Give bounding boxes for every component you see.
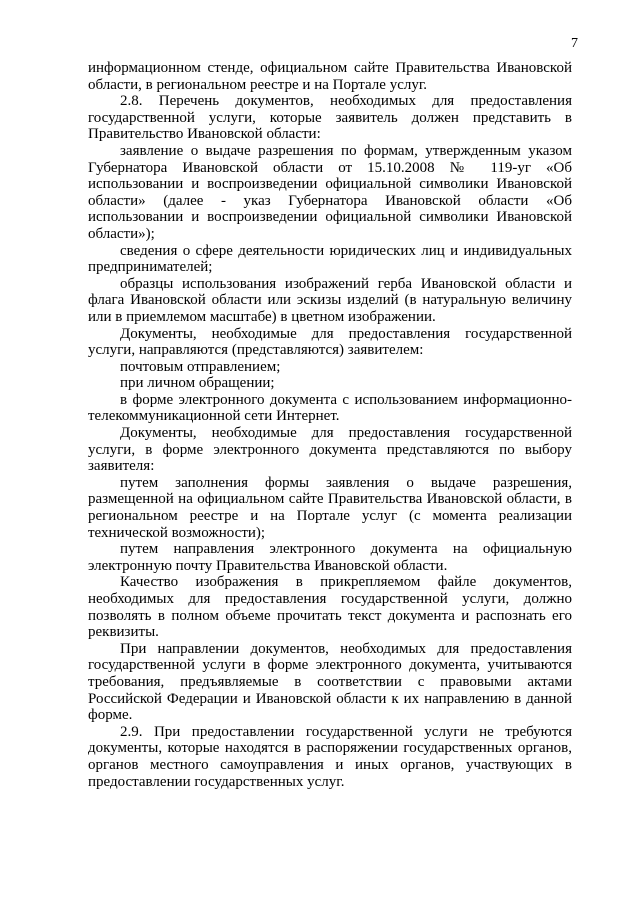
paragraph: Документы, необходимые для предоставления государственной услуги, направляются (представляются) заявителем: — [88, 325, 572, 359]
list-item: сведения о сфере деятельности юридических лиц и индивидуальных предпринимателей; — [88, 242, 572, 276]
document-body — [88, 60, 572, 790]
section-2-8-heading: 2.8. Перечень документов, необходимых для предоставления государственной услуги, которые заявитель должен представить в Правительство Ивановской области: — [88, 93, 572, 143]
paragraph: Качество изображения в прикрепляемом файле документов, необходимых для предоставления государственной услуги, должно позволять в полном объеме прочитать текст документа и распознать его реквизиты. — [88, 574, 572, 641]
page-number: 7 — [571, 36, 578, 51]
paragraph: информационном стенде, официальном сайте Правительства Ивановской области, в региональном реестре и на Портале услуг. — [88, 60, 572, 93]
list-item: заявление о выдаче разрешения по формам, утвержденным указом Губернатора Ивановской области от 15.10.2008 № 119-уг «Об использовании и воспроизведении официальной символики Ивановской области» (далее - указ Губернатора Ивановской области «Об использовании и воспроизведении официальной символики Ивановской области»); — [88, 142, 572, 242]
list-item: путем заполнения формы заявления о выдаче разрешения, размещенной на официальном сайте Правительства Ивановской области, в региональном реестре и на Портале услуг (с момента реализации технической возможности); — [88, 474, 572, 541]
list-item: при личном обращении; — [120, 375, 275, 392]
list-item: путем направления электронного документа на официальную электронную почту Правительства Ивановской области. — [88, 541, 572, 574]
paragraph: Документы, необходимые для предоставления государственной услуги, в форме электронного документа представляются по выбору заявителя: — [88, 425, 572, 475]
list-item: в форме электронного документа с использованием информационно-телекоммуникационной сети Интернет. — [88, 391, 572, 425]
section-2-9-paragraph: 2.9. При предоставлении государственной услуги не требуются документы, которые находятся в распоряжении государственных органов, органов местного самоуправления и иных органов, участвующих в предоставлении государственных услуг. — [88, 723, 572, 790]
list-item: почтовым отправлением; — [120, 358, 281, 375]
paragraph: При направлении документов, необходимых для предоставления государственной услуги в форме электронного документа, учитываются требования, предъявляемые в соответствии с правовыми актами Российской Федерации и Ивановской области к их направлению в данной форме. — [88, 640, 572, 724]
list-item: образцы использования изображений герба Ивановской области и флага Ивановской области или эскизы изделий (в натуральную величину или в приемлемом масштабе) в цветном изображении. — [88, 275, 572, 325]
